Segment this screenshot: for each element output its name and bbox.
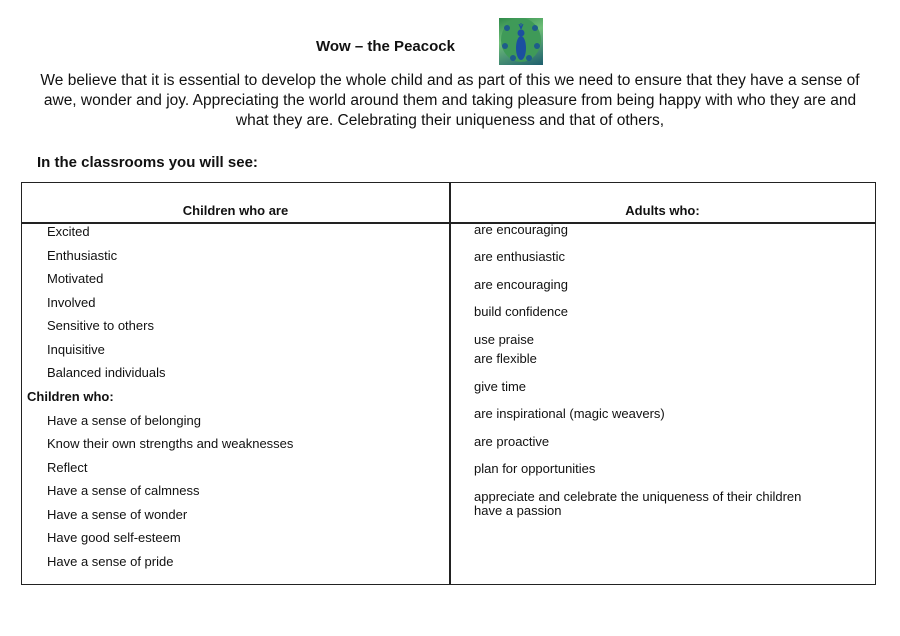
section-subheading: In the classrooms you will see:	[37, 154, 258, 171]
peacock-image	[499, 18, 543, 65]
list-item: Reflect	[47, 460, 88, 475]
list-item: Excited	[47, 224, 90, 239]
intro-line: We believe that it is essential to develop the whole child and as part of this we need to ensure that they have a sense of	[40, 72, 860, 89]
list-item: Balanced individuals	[47, 365, 166, 380]
list-item: use praise	[474, 332, 534, 347]
qualities-table	[21, 182, 876, 585]
intro-line: what they are. Celebrating their uniqueness and that of others,	[235, 112, 665, 129]
list-item: Have a sense of wonder	[47, 507, 188, 522]
list-item: are proactive	[474, 434, 550, 449]
intro-paragraph	[22, 71, 878, 131]
header-rule	[22, 222, 875, 224]
list-item: build confidence	[474, 304, 568, 319]
list-item: have a passion	[474, 503, 562, 518]
list-item: Have a sense of pride	[47, 554, 174, 569]
list-item: Have good self-esteem	[47, 530, 181, 545]
page-title: Wow – the Peacock	[316, 38, 455, 55]
list-item: Motivated	[47, 271, 104, 286]
list-item: are enthusiastic	[474, 249, 566, 264]
list-item: are encouraging	[474, 277, 568, 292]
intro-line: awe, wonder and joy. Appreciating the world around them and taking pleasure from being happy with who they are and	[43, 92, 857, 109]
children-who-label: Children who:	[27, 389, 114, 404]
list-item: give time	[474, 379, 527, 394]
list-item: are flexible	[474, 351, 537, 366]
children-column-header: Children who are	[182, 203, 289, 218]
column-divider	[449, 183, 451, 584]
list-item: Know their own strengths and weaknesses	[47, 436, 294, 451]
list-item: are encouraging	[474, 222, 568, 237]
list-item: are inspirational (magic weavers)	[474, 406, 665, 421]
list-item: plan for opportunities	[474, 461, 596, 476]
list-item: Inquisitive	[47, 342, 105, 357]
list-item: appreciate and celebrate the uniqueness of their children	[474, 489, 802, 504]
list-item: Have a sense of calmness	[47, 483, 200, 498]
list-item: Enthusiastic	[47, 248, 118, 263]
list-item: Have a sense of belonging	[47, 413, 201, 428]
list-item: Involved	[47, 295, 96, 310]
list-item: Sensitive to others	[47, 318, 154, 333]
adults-column-header: Adults who:	[625, 203, 700, 218]
